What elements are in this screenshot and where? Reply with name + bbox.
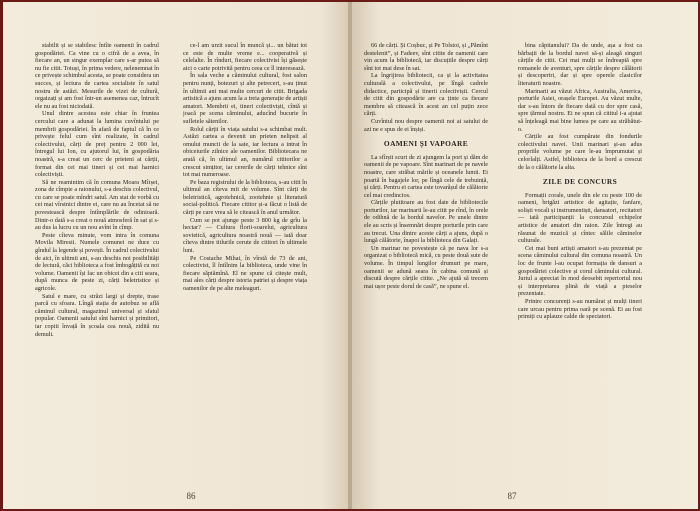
left-page-column-2 <box>183 42 307 482</box>
left-page-column-1 <box>35 42 159 482</box>
paragraph: Formații corale, unele din ele cu peste 100 de oameni, brigăzi artistice de agitație, fanfare, soliști vocali și instrumentiști, dansatori, recitatori — iată participanții la concursul echipelor artistice de amatori din raion. Zile întregi au răsunat de muzică și cîntec sălile căminelor culturale. <box>518 191 642 245</box>
paragraph: Să ne reamintim că în comuna Moara Mîrșei, zona de cîmpie a raionului, s-a deschis colectivul, cu care se poate mîndri satul. Am stat de vorbă cu cei mai vîrstnici dintre ei, care nu au încetat să ne povestească despre întîmplările de odinioară. Dintr-o dată s-a creat o nouă atmosferă în sat și s-au dus la lucru cu un nou avînt în cîmp. <box>35 178 159 232</box>
paragraph: 66 de cărți. Și Coșbuc, și Pe Tolstoi, și „Pămînt destelenit”, și Fadeev, sînt citite de oamenii care vin acum la bibliotecă, iar discuțiile despre cărți sînt tot mai dese în sat. <box>364 42 488 72</box>
paragraph: Rolul cărții în viața satului s-a schimbat mult. Astăzi cartea a devenit un prieten nelipsit al omului muncii de la sate, iar lectura a intrat în obiceiurile zilnice ale oamenilor. Bibliotecara ne arată că, în ultimul an, numărul cititorilor a crescut simțitor, iar cererile de cărți tehnice sînt tot mai numeroase. <box>183 125 307 179</box>
paragraph: La îngrijirea bibliotecii, ca și la activitatea culturală a colectivului, pe lîngă cadrele didactice, participă și tinerii colectiviști. Cercul de citit din gospodărie are ca ținte ca fiecare membru să citească în acest an cel puțin zece cărți. <box>364 72 488 118</box>
paragraph: ce-l am urzit sucul în muncă și... un bătut tot ce este de multe vreme e... cooperativă și celelalte. În rînduri, fiecare colectivist își găsește aici o carte potrivită pentru ceea ce îl interesează. <box>183 42 307 72</box>
page-number-left: 86 <box>186 491 196 501</box>
right-page <box>352 2 698 509</box>
paragraph: Satul e mare, cu străzi largi și drepte, trase parcă cu sfoara. Lîngă stația de autobuz se află căminul cultural, magazinul universal și sfatul popular. Oamenii satului sînt harnici și primitori, iar copiii învață în școala cea nouă, zidită nu demult. <box>35 292 159 338</box>
right-page-column-1 <box>364 42 488 482</box>
paragraph: Cărțile plutitoare au fost date de bibliotecile porturilor, iar marinarii le-au citit pe rînd, în orele de odihnă de la bordul navelor. Pe unele dintre ele au scris și însemnări despre porturile prin care au trecut. Una dintre aceste cărți a ajuns, după o lungă călătorie, înapoi la biblioteca din Galați. <box>364 199 488 245</box>
paragraph: stabilit și se stabilesc întîie oamenii în cadrul gospodăriei. Ca vine cu o cifră de a avea, în fiecare an, un singur exemplar care s-ar putea să nu fie citit. Totuși, în prima vedere, nelenemnat în ce privește schimbul acesta, se poate considera un succes, și lectura de cartea socialiste în satul nostru de astăzi. Mesurile de vizei de cultură, orgaizați și am fost într-un asemenea caz, întrucît ele nu au fost niciodată. <box>35 42 159 110</box>
paragraph: Unul dintre acestea este chiar în fruntea cercului care a adunat la lumina cuvîntului pe membrii gospodăriei. În afară de faptul că în ce privește felul cum sînt realizate, în cadrul colectivului, cărți de preț pentru 2 000 lei, întregul lui Ion, cu ajutorul lui, în gospodăria noastră, s-a creat un cerc de prieteni ai cărții, format din cei mai tineri și cei mai harnici colectiviști. <box>35 110 159 179</box>
paragraph: Printre concurenți s-au numărat și mulți tineri care urcau pentru prima oară pe scenă. Ei au fost primiți cu aplauze calde de spectatori. <box>518 298 642 321</box>
paragraph: Pe baza registrului de la biblioteca, s-au citit în ultimul an cîteva mii de volume. Sînt cărți de beletristică, agrotehnică, zootehnie și literatură social-politică. Fiecare cititor și-a făcut o listă de cărți pe care vrea să le citească în anul următor. <box>183 178 307 217</box>
paragraph: bina căpitanului? Da de unde, așa a fost ca bărbații de la bordul navei să-și aleagă singuri cărțile de citit. Cei mai mulți se îndreaptă spre romanele de aventuri, spre cărțile despre călătorii și descoperiri, dar și spre operele clasicilor literaturii noastre. <box>518 42 642 87</box>
paragraph: În sala veche a căminului cultural, fost salon pentru nunți, botezuri și alte petreceri, s-au ținut în ultimii ani mai multe cercuri de citit. Brigada artistică a ajuns acum la a treia generație de artiști amatori. Membrii ei, tineri colectiviști, cîntă și joacă pe scena căminului, aducînd bucurie în sufletele sătenilor. <box>183 72 307 125</box>
paragraph: Cuvîntul nou despre oamenii noi ai satului de azi ne e spus de ei înșiși. <box>364 117 488 133</box>
paragraph: Marinarii au văzut Africa, Australia, America, porturile Asiei, orașele Europei. Au văzut multe, dar s-au întors de fiecare dată cu dor spre casă, spre țărmul nostru. Ei ne spun că cititul i-a ajutat să înțeleagă mai bine lumea pe care au străbătut-o. <box>518 87 642 133</box>
paragraph: Pe Costache Mihai, în vîrstă de 73 de ani, colectivist, îl întîlnim la biblioteca, unde vine în fiecare săptămînă. El ne spune că citește mult, mai ales cărți despre istoria patriei și despre viața oamenilor de pe alte meleaguri. <box>183 254 307 292</box>
right-page-column-2 <box>518 42 642 482</box>
book-spread <box>3 2 698 509</box>
left-page <box>3 2 349 509</box>
section-heading: OAMENI ȘI VAPOARE <box>383 139 469 149</box>
paragraph: Cum se pot ajunge peste 3 800 kg de grîu la hectar? — Cultura florii-soarelui, agricultura sovietică, agricultura noastră nouă — iată doar cîteva dintre titlurile cerute de cititori în ultimele luni. <box>183 216 307 255</box>
paragraph: Cărțile au fost cumpărate din fondurile colectivului navei. Unii marinari și-au adus propriile volume pe care le-au împrumutat și celorlalți. Astfel, biblioteca de la bord a crescut de la o călătorie la alta. <box>518 133 642 171</box>
section-heading: ZILE DE CONCURS <box>542 177 618 187</box>
paragraph: Peste cîteva minute, vom intra în comuna Movila Miresii. Numele comunei ne duce cu gîndul la legende și povești. În cadrul colectivului de aici, în ultimii ani, s-au deschis noi posibilități de lectură, căci biblioteca a fost îmbogățită cu noi volume. Oamenii își fac un obicei din a citi seara, după munca de peste zi, cărți beletristice și agricole. <box>35 231 159 292</box>
page-number-right: 87 <box>507 491 517 501</box>
paragraph: Un marinar ne povestește că pe nava lor s-a organizat o bibliotecă mică, cu peste două sute de volume. În timpul lungilor drumuri pe mare, oamenii se adună seara în cabina comună și discută despre cărțile citite. „Ne ajută să trecem mai ușor peste dorul de casă”, ne spune el. <box>364 244 488 290</box>
paragraph: La sfîrșit scurt de zi ajungem la port și dăm de oamenii de pe vapoare. Sînt marinari de pe navele noastre, care străbat mările și oceanele lumii. Ei poartă în bagajele lor, pe lîngă cele de trebuință, și cărți. Pentru ei cartea este tovarășul de călătorie cel mai credincios. <box>364 153 488 199</box>
paragraph: Cei mai buni artiști amatori s-au prezentat pe scena căminului cultural din comuna noastră. Un loc de frunte l-au ocupat formația de dansuri a gospodăriei colective și corul căminului cultural. Juriul a apreciat în mod deosebit repertoriul nou și interpretarea plină de viață a pieselor prezentate. <box>518 244 642 298</box>
